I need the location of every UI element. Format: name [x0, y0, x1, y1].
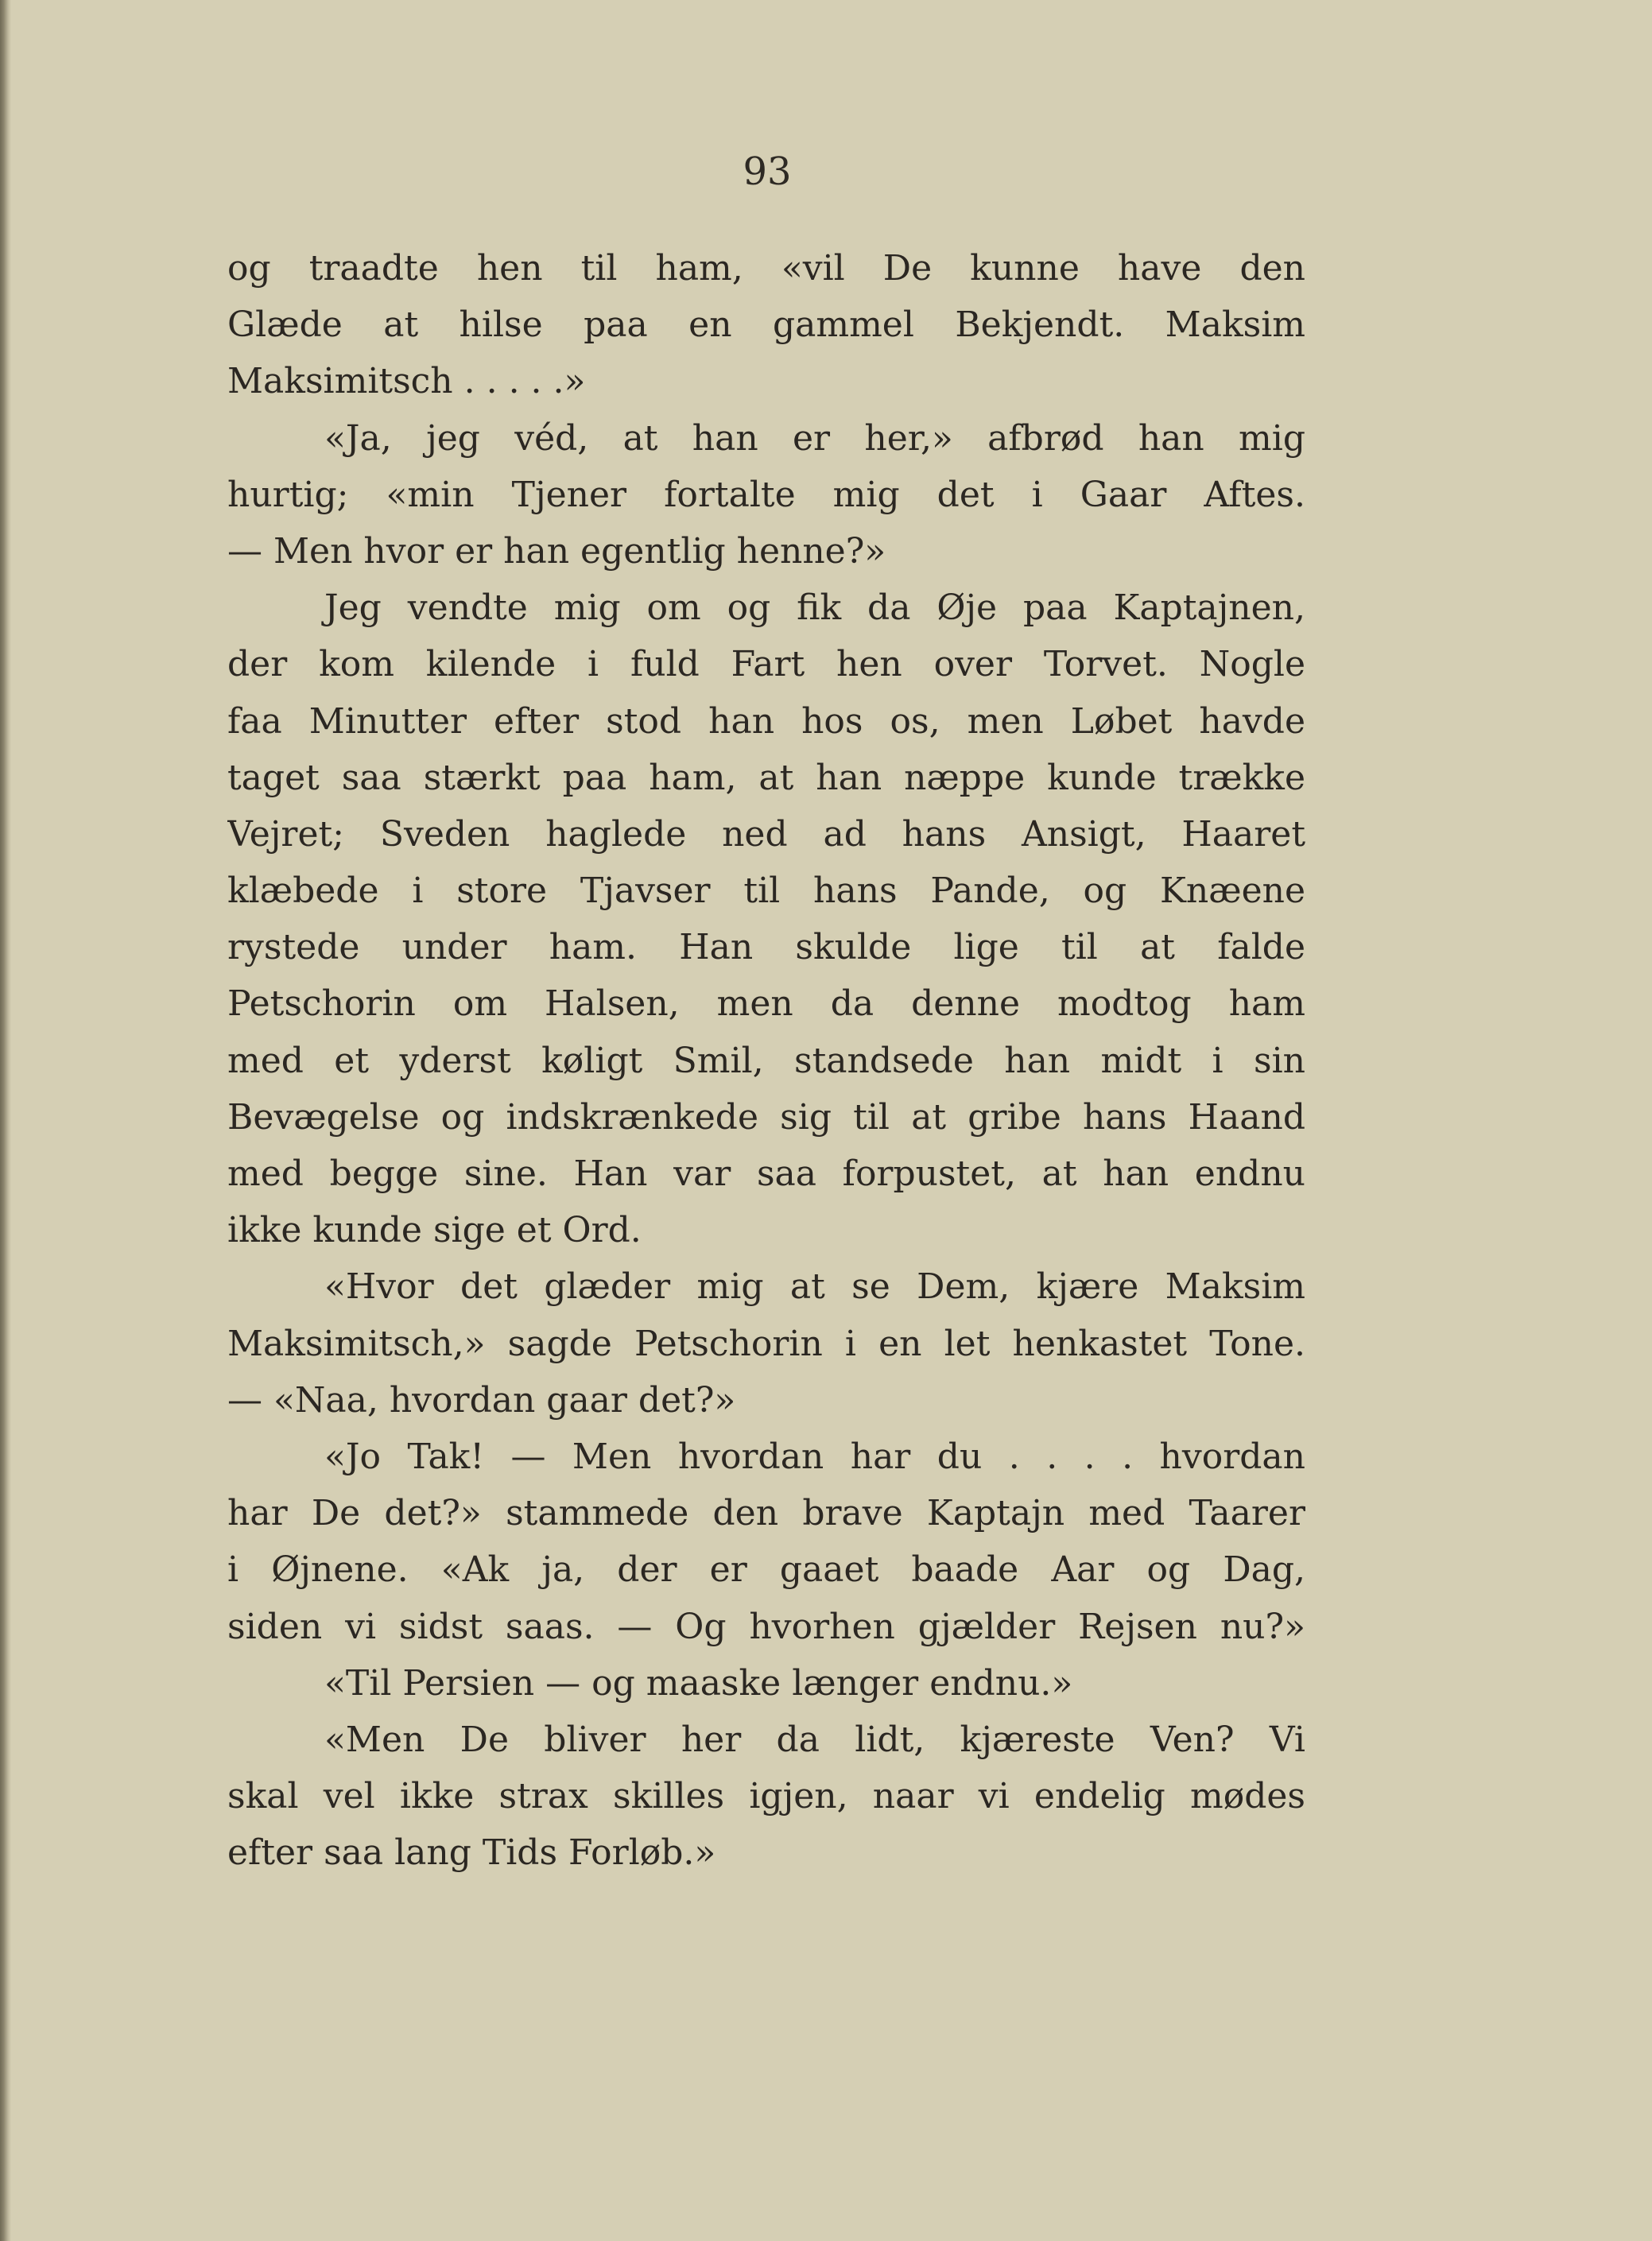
text-line: «Jo Tak! — Men hvordan har du . . . . hvordan: [324, 1436, 1305, 1477]
text-line: Petschorin om Halsen, men da denne modtog ham: [227, 983, 1305, 1025]
text-line: «Til Persien — og maaske længer endnu.»: [324, 1662, 1073, 1704]
text-line: siden vi sidst saas. — Og hvorhen gjælder Rejsen nu?»: [227, 1606, 1305, 1647]
binding-edge: [0, 0, 11, 2241]
text-line: — Men hvor er han egentlig henne?»: [227, 530, 886, 572]
text-line: faa Minutter efter stod han hos os, men Løbet havde: [227, 700, 1305, 742]
text-line: og traadte hen til ham, «vil De kunne have den: [227, 248, 1305, 289]
text-line: der kom kilende i fuld Fart hen over Torvet. Nogle: [227, 644, 1305, 685]
text-line: Jeg vendte mig om og fik da Øje paa Kaptajnen,: [324, 587, 1305, 629]
text-line: Maksimitsch,» sagde Petschorin i en let henkastet Tone.: [227, 1323, 1305, 1364]
text-line: efter saa lang Tids Forløb.»: [227, 1832, 716, 1874]
text-line: ikke kunde sige et Ord.: [227, 1210, 642, 1251]
text-line: — «Naa, hvordan gaar det?»: [227, 1379, 736, 1421]
text-line: hurtig; «min Tjener fortalte mig det i Gaar Aftes.: [227, 474, 1305, 515]
text-line: «Ja, jeg véd, at han er her,» afbrød han mig: [324, 417, 1305, 459]
text-line: i Øjnene. «Ak ja, der er gaaet baade Aar og Dag,: [227, 1549, 1305, 1591]
text-line: Vejret; Sveden haglede ned ad hans Ansigt, Haaret: [227, 813, 1305, 855]
text-line: med et yderst køligt Smil, standsede han midt i sin: [227, 1040, 1305, 1081]
text-line: Maksimitsch . . . . .»: [227, 361, 586, 402]
body-text: [227, 240, 1305, 1881]
text-line: taget saa stærkt paa ham, at han næppe kunde trække: [227, 757, 1305, 798]
text-line: klæbede i store Tjavser til hans Pande, og Knæene: [227, 870, 1305, 912]
text-line: har De det?» stammede den brave Kaptajn med Taarer: [227, 1493, 1305, 1534]
text-line: rystede under ham. Han skulde lige til at falde: [227, 927, 1305, 968]
text-line: «Men De bliver her da lidt, kjæreste Ven? Vi: [324, 1719, 1305, 1760]
text-line: med begge sine. Han var saa forpustet, at han endnu: [227, 1153, 1305, 1194]
text-line: Bevægelse og indskrænkede sig til at gribe hans Haand: [227, 1096, 1305, 1138]
text-line: «Hvor det glæder mig at se Dem, kjære Maksim: [324, 1266, 1305, 1308]
text-line: Glæde at hilse paa en gammel Bekjendt. Maksim: [227, 304, 1305, 346]
text-line: skal vel ikke strax skilles igjen, naar vi endelig mødes: [227, 1776, 1305, 1817]
page-number: 93: [743, 149, 792, 194]
